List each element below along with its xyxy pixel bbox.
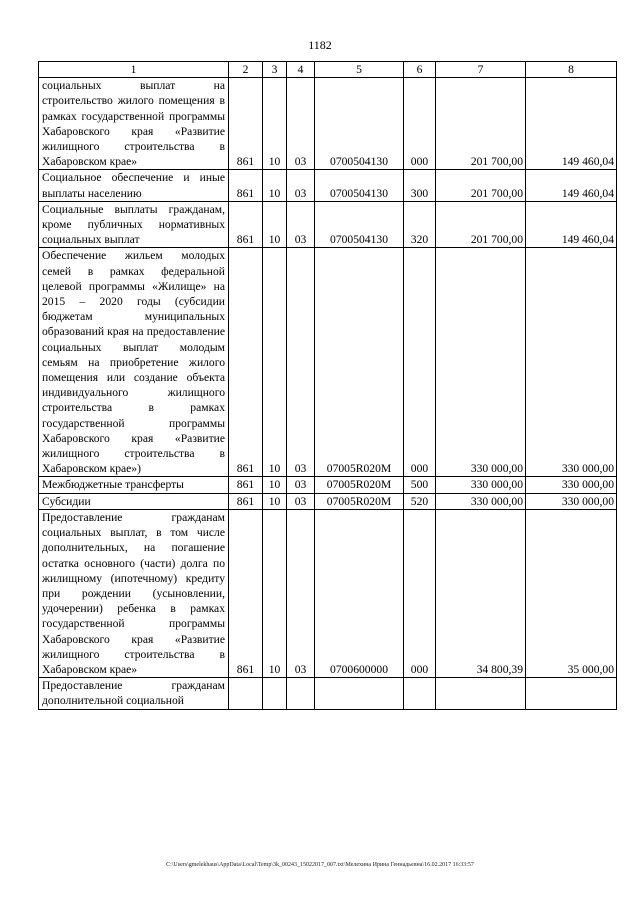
- cell-expense-type: 320: [404, 201, 436, 248]
- cell-expense-type: 000: [404, 248, 436, 477]
- table-row: [39, 248, 617, 477]
- cell-section: 10: [263, 509, 287, 677]
- cell-subsection: 03: [287, 477, 315, 493]
- cell-admin-code: 861: [229, 509, 263, 677]
- cell-target-article: 0700504130: [315, 78, 404, 170]
- cell-subsection: 03: [287, 201, 315, 248]
- table-header: [39, 62, 617, 78]
- row-name: социальных выплат на строительство жилого помещения в рамках государственной программы Хабаровского края «Развитие жилищного строительства в Хабаровском крае»: [39, 78, 229, 170]
- row-name: Субсидии: [39, 493, 229, 509]
- header-col-8: 8: [526, 62, 617, 78]
- header-row: [39, 62, 617, 78]
- cell-amount-actual: [526, 678, 617, 709]
- table-row: [39, 493, 617, 509]
- cell-amount-planned: 330 000,00: [436, 248, 526, 477]
- cell-subsection: [287, 678, 315, 709]
- cell-target-article: [315, 678, 404, 709]
- cell-section: [263, 678, 287, 709]
- cell-amount-actual: 149 460,04: [526, 170, 617, 201]
- cell-target-article: 07005R020M: [315, 248, 404, 477]
- cell-section: 10: [263, 493, 287, 509]
- cell-target-article: 07005R020M: [315, 477, 404, 493]
- cell-expense-type: 520: [404, 493, 436, 509]
- cell-target-article: 0700504130: [315, 170, 404, 201]
- table-row: [39, 201, 617, 248]
- cell-section: 10: [263, 201, 287, 248]
- cell-admin-code: 861: [229, 493, 263, 509]
- cell-admin-code: [229, 678, 263, 709]
- row-name: Социальное обеспечение и иные выплаты населению: [39, 170, 229, 201]
- row-name: Предоставление гражданам дополнительной социальной: [39, 678, 229, 709]
- cell-admin-code: 861: [229, 248, 263, 477]
- cell-amount-actual: 330 000,00: [526, 248, 617, 477]
- header-col-6: 6: [404, 62, 436, 78]
- cell-amount-actual: 330 000,00: [526, 493, 617, 509]
- cell-amount-planned: 330 000,00: [436, 493, 526, 509]
- header-col-4: 4: [287, 62, 315, 78]
- table-row: [39, 170, 617, 201]
- row-name: Предоставление гражданам социальных выплат, в том числе дополнительных, на погашение остатка основного (части) долга по жилищному (ипотечному) кредиту при рождении (усыновлении, удочерении) ребенка в рамках государственной программы Хабаровского края «Развитие жилищного строительства в Хабаровском крае»: [39, 509, 229, 677]
- header-col-7: 7: [436, 62, 526, 78]
- cell-expense-type: 300: [404, 170, 436, 201]
- cell-target-article: 0700600000: [315, 509, 404, 677]
- cell-amount-planned: 34 800,39: [436, 509, 526, 677]
- cell-section: 10: [263, 78, 287, 170]
- table-row: [39, 678, 617, 709]
- cell-amount-actual: 149 460,04: [526, 78, 617, 170]
- cell-expense-type: [404, 678, 436, 709]
- cell-amount-actual: 35 000,00: [526, 509, 617, 677]
- cell-amount-planned: 330 000,00: [436, 477, 526, 493]
- budget-table: [38, 61, 617, 710]
- header-col-5: 5: [315, 62, 404, 78]
- cell-amount-actual: 149 460,04: [526, 201, 617, 248]
- cell-section: 10: [263, 248, 287, 477]
- cell-target-article: 07005R020M: [315, 493, 404, 509]
- cell-admin-code: 861: [229, 170, 263, 201]
- cell-expense-type: 500: [404, 477, 436, 493]
- cell-subsection: 03: [287, 248, 315, 477]
- header-col-3: 3: [263, 62, 287, 78]
- cell-subsection: 03: [287, 509, 315, 677]
- cell-section: 10: [263, 477, 287, 493]
- table-row: [39, 78, 617, 170]
- cell-amount-planned: 201 700,00: [436, 170, 526, 201]
- cell-admin-code: 861: [229, 477, 263, 493]
- file-path-footer: C:\Users\gmelekhaus\AppData\Local\Temp\3k_00243_15022017_007.txt\Мелехина Ирина Геннадьевна\16.02.2017 16:33:57: [166, 862, 474, 868]
- header-col-1: 1: [39, 62, 229, 78]
- cell-amount-planned: 201 700,00: [436, 78, 526, 170]
- cell-amount-actual: 330 000,00: [526, 477, 617, 493]
- page-number: 1182: [308, 38, 332, 52]
- cell-amount-planned: [436, 678, 526, 709]
- cell-target-article: 0700504130: [315, 201, 404, 248]
- cell-admin-code: 861: [229, 201, 263, 248]
- table-row: [39, 477, 617, 493]
- cell-amount-planned: 201 700,00: [436, 201, 526, 248]
- cell-admin-code: 861: [229, 78, 263, 170]
- header-col-2: 2: [229, 62, 263, 78]
- cell-expense-type: 000: [404, 509, 436, 677]
- table-body: [39, 78, 617, 709]
- cell-subsection: 03: [287, 78, 315, 170]
- row-name: Межбюджетные трансферты: [39, 477, 229, 493]
- row-name: Обеспечение жильем молодых семей в рамках федеральной целевой программы «Жилище» на 2015 – 2020 годы (субсидии бюджетам муниципальных образований края на предоставление социальных выплат молодым семьям на приобретение жилого помещения или создание объекта индивидуального жилищного строительства в рамках государственной программы Хабаровского края «Развитие жилищного строительства в Хабаровском крае»): [39, 248, 229, 477]
- row-name: Социальные выплаты гражданам, кроме публичных нормативных социальных выплат: [39, 201, 229, 248]
- cell-section: 10: [263, 170, 287, 201]
- cell-expense-type: 000: [404, 78, 436, 170]
- cell-subsection: 03: [287, 170, 315, 201]
- cell-subsection: 03: [287, 493, 315, 509]
- table-row: [39, 509, 617, 677]
